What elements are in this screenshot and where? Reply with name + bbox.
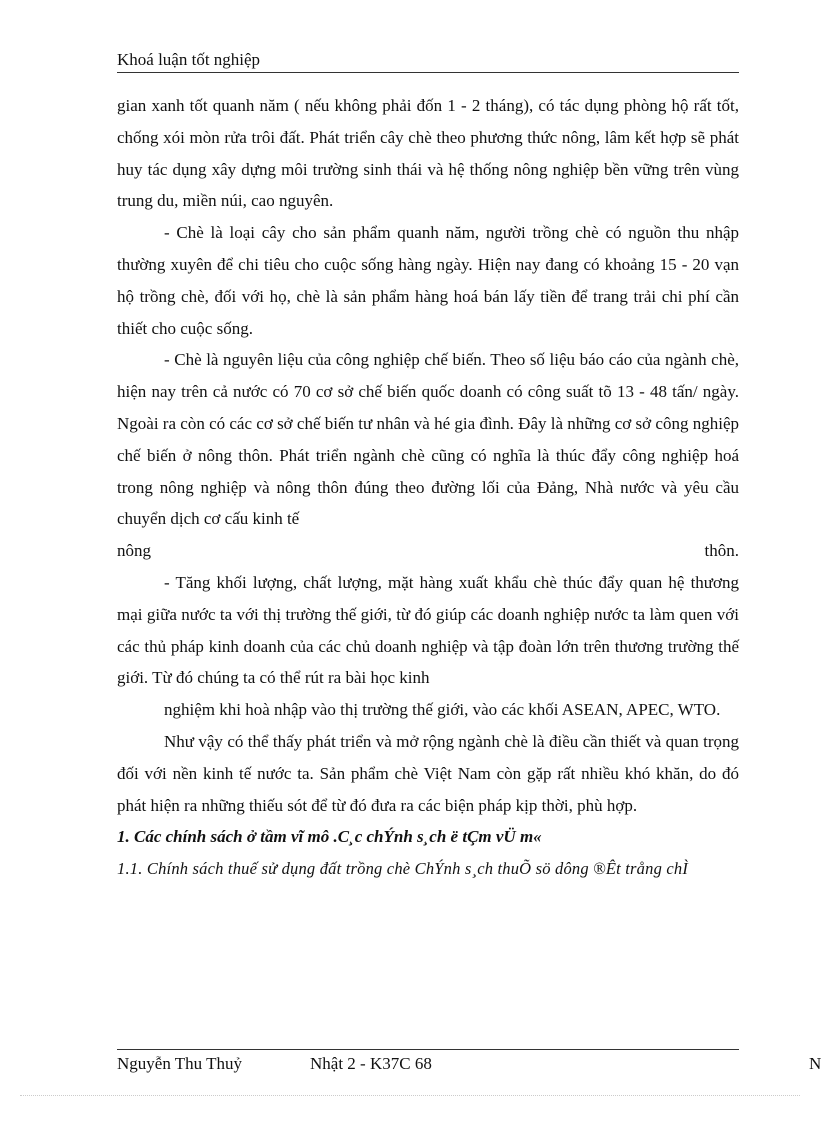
paragraph-6: Như vậy có thể thấy phát triển và mở rộng ngành chè là điều cần thiết và quan trọng đối với nền kinh tế nước ta. Sản phẩm chè Việt Nam còn gặp rất nhiều khó khăn, do đó phát hiện ra những thiếu sót để từ đó đưa ra các biện pháp kịp thời, phù hợp. [117, 731, 739, 815]
footer-author: Nguyễn Thu Thuỷ [117, 1054, 242, 1073]
subsection-heading: 1.1. Chính sách thuế sử dụng đất trồng chè ChÝnh s¸ch thuÕ sö dông ®Êt trång chÌ [117, 859, 689, 879]
page-header-title: Khoá luận tốt nghiệp [117, 50, 261, 69]
page-bottom-dotted-line [20, 1095, 800, 1096]
paragraph-4: - Tăng khối lượng, chất lượng, mặt hàng xuất khẩu chè thúc đẩy quan hệ thương mại giữa nước ta với thị trường thế giới, từ đó giúp các doanh nghiệp nước ta làm quen với các thủ pháp kinh doanh của các chủ doanh nghiệp và tập đoàn lớn trên thương trường thế giới. Từ đó chúng ta có thể rút ra bài học kinh [117, 572, 739, 688]
document-body [117, 90, 739, 885]
paragraph-5: nghiệm khi hoà nhập vào thị trường thế giới, vào các khối ASEAN, APEC, WTO. [164, 700, 721, 720]
footer-edge-text: N [809, 1054, 821, 1073]
header-divider [117, 72, 739, 73]
section-heading: 1. Các chính sách ở tầm vĩ mô .C¸c chÝnh s¸ch ë tÇm vÜ m« [117, 827, 542, 847]
paragraph-3-tail: nông thôn. [117, 541, 739, 561]
paragraph-1: gian xanh tốt quanh năm ( nếu không phải đốn 1 - 2 tháng), có tác dụng phòng hộ rất tốt, chống xói mòn rửa trôi đất. Phát triển cây chè theo phương thức nông, lâm kết hợp sẽ phát huy tác dụng xây dựng môi trường sinh thái và hệ thống nông nghiệp bền vững trên vùng trung du, miền núi, cao nguyên. [117, 96, 739, 211]
paragraph-2: - Chè là loại cây cho sản phẩm quanh năm, người trồng chè có nguồn thu nhập thường xuyên để chi tiêu cho cuộc sống hàng ngày. Hiện nay đang có khoảng 15 - 20 vạn hộ trồng chè, đối với họ, chè là sản phẩm hàng hoá bán lấy tiền để trang trải chi phí cần thiết cho cuộc sống. [117, 223, 739, 338]
footer-class-info: Nhật 2 - K37C 68 [310, 1054, 432, 1073]
paragraph-3: - Chè là nguyên liệu của công nghiệp chế biến. Theo số liệu báo cáo của ngành chè, hiện nay trên cả nước có 70 cơ sở chế biến quốc doanh có công suất tõ 13 - 48 tấn/ ngày. Ngoài ra còn có các cơ sở chế biến tư nhân và hé gia đình. Đây là những cơ sở công nghiệp chế biến ở nông thôn. Phát triển ngành chè cũng có nghĩa là thúc đẩy công nghiệp hoá trong nông nghiệp và nông thôn đúng theo đường lối của Đảng, Nhà nước và yêu cầu chuyển dịch cơ cấu kinh tế [117, 350, 739, 529]
footer-divider [117, 1049, 739, 1050]
